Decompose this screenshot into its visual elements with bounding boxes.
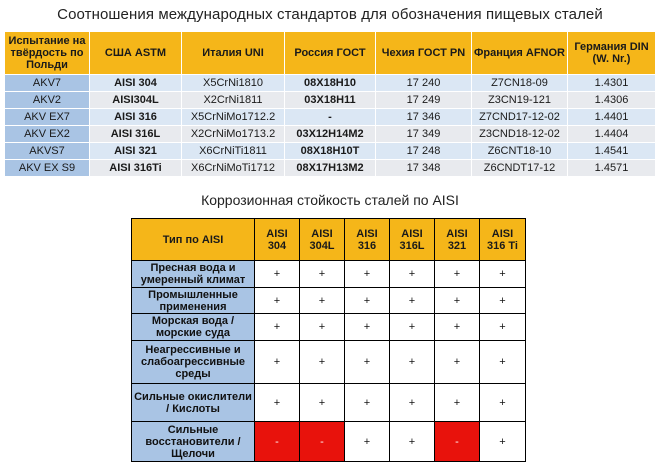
table-cell: AISI 321 [90,143,182,160]
table-cell: 17 348 [376,160,472,177]
table-cell: Z7CND17-12-02 [472,109,568,126]
table-cell: AKV7 [5,75,90,92]
table-row [5,75,656,92]
table-cell: 1.4571 [568,160,656,177]
table-row [132,384,526,422]
corner-label: Тип по AISI [132,219,255,261]
table-cell: + [345,288,390,314]
table-cell: + [255,314,300,341]
section-title: Коррозионная стойкость сталей по AISI [201,192,459,208]
page-title: Соотношения международных стандартов для обозначения пищевых сталей [57,6,603,23]
table-cell: + [480,288,526,314]
table-cell: + [300,288,345,314]
table-cell: 1.4401 [568,109,656,126]
table-cell: 17 248 [376,143,472,160]
table-cell: + [300,341,345,384]
table-cell: - [300,422,345,462]
corrosion-header-row [132,219,526,261]
table-cell: + [435,384,480,422]
table-cell: + [345,314,390,341]
row-label: Неагрессивные и слабоагрессивные среды [132,341,255,384]
table-cell: - [255,422,300,462]
table-cell: + [480,261,526,288]
table-cell: 03X12H14M2 [285,126,376,143]
table-row [5,92,656,109]
standards-header-row [5,32,656,75]
header-poldi: Испытание на твёрдость по Польди [5,32,90,75]
table-cell: AISI 316L [90,126,182,143]
table-cell: X5CrNiMo1712.2 [182,109,285,126]
table-cell: + [390,384,435,422]
header-czech-gost-pn: Чехия ГОСТ PN [376,32,472,75]
table-row [132,422,526,462]
table-cell: + [390,314,435,341]
table-cell: + [435,314,480,341]
table-row [132,261,526,288]
table-cell: AKVS7 [5,143,90,160]
table-cell: AKV EX7 [5,109,90,126]
column-aisi-316: AISI 316 [345,219,390,261]
table-cell: Z6CNT18-10 [472,143,568,160]
header-russia-gost: Россия ГОСТ [285,32,376,75]
column-aisi-304: AISI 304 [255,219,300,261]
table-row [132,341,526,384]
table-cell: + [345,422,390,462]
table-cell: + [480,314,526,341]
table-cell: 03X18H11 [285,92,376,109]
table-cell: + [345,261,390,288]
table-cell: + [480,422,526,462]
table-row [5,109,656,126]
table-cell: AKV EX S9 [5,160,90,177]
table-cell: X2CrNi1811 [182,92,285,109]
table-cell: 08X18H10 [285,75,376,92]
row-label: Промышленные применения [132,288,255,314]
header-usa-astm: США ASTM [90,32,182,75]
table-cell: X6CrNiMoTi1712 [182,160,285,177]
table-cell: Z7CN18-09 [472,75,568,92]
row-label: Сильные окислители / Кислоты [132,384,255,422]
table-cell: X6CrNiTi1811 [182,143,285,160]
table-cell: AISI304L [90,92,182,109]
table-cell: + [255,261,300,288]
table-row [132,288,526,314]
table-cell: 17 346 [376,109,472,126]
table-cell: 17 349 [376,126,472,143]
table-cell: + [390,341,435,384]
table-cell: 17 240 [376,75,472,92]
table-cell: Z3CN19-121 [472,92,568,109]
table-cell: + [255,341,300,384]
header-germany-din: Германия DIN (W. Nr.) [568,32,656,75]
table-cell: + [300,261,345,288]
table-cell: + [345,341,390,384]
table-cell: 08X18H10T [285,143,376,160]
table-cell: + [435,341,480,384]
table-cell: + [345,384,390,422]
table-cell: + [300,384,345,422]
table-cell: Z6CNDT17-12 [472,160,568,177]
row-label: Пресная вода и умеренный климат [132,261,255,288]
table-cell: + [390,288,435,314]
table-cell: AISI 304 [90,75,182,92]
standards-table [4,31,656,177]
column-aisi-304l: AISI 304L [300,219,345,261]
table-cell: 17 249 [376,92,472,109]
table-cell: 1.4541 [568,143,656,160]
table-cell: + [435,261,480,288]
table-cell: 1.4301 [568,75,656,92]
table-cell: + [480,341,526,384]
table-cell: + [300,314,345,341]
table-cell: + [255,288,300,314]
table-row [132,314,526,341]
table-cell: - [285,109,376,126]
table-cell: X5CrNi1810 [182,75,285,92]
table-cell: + [480,384,526,422]
table-cell: - [435,422,480,462]
column-aisi-321: AISI 321 [435,219,480,261]
table-cell: AKV2 [5,92,90,109]
table-cell: AKV EX2 [5,126,90,143]
table-cell: X2CrNiMo1713.2 [182,126,285,143]
table-row [5,126,656,143]
table-cell: Z3CND18-12-02 [472,126,568,143]
column-aisi-316l: AISI 316L [390,219,435,261]
table-cell: + [390,261,435,288]
row-label: Морская вода / морские суда [132,314,255,341]
table-cell: AISI 316 [90,109,182,126]
table-row [5,160,656,177]
header-france-afnor: Франция AFNOR [472,32,568,75]
table-cell: + [435,288,480,314]
table-cell: 08X17H13M2 [285,160,376,177]
column-aisi-316ti: AISI 316 Ti [480,219,526,261]
row-label: Сильные восстановители / Щелочи [132,422,255,462]
table-cell: + [390,422,435,462]
table-cell: AISI 316Ti [90,160,182,177]
table-cell: 1.4306 [568,92,656,109]
header-italy-uni: Италия UNI [182,32,285,75]
table-cell: + [255,384,300,422]
table-row [5,143,656,160]
table-cell: 1.4404 [568,126,656,143]
corrosion-table [131,218,526,462]
